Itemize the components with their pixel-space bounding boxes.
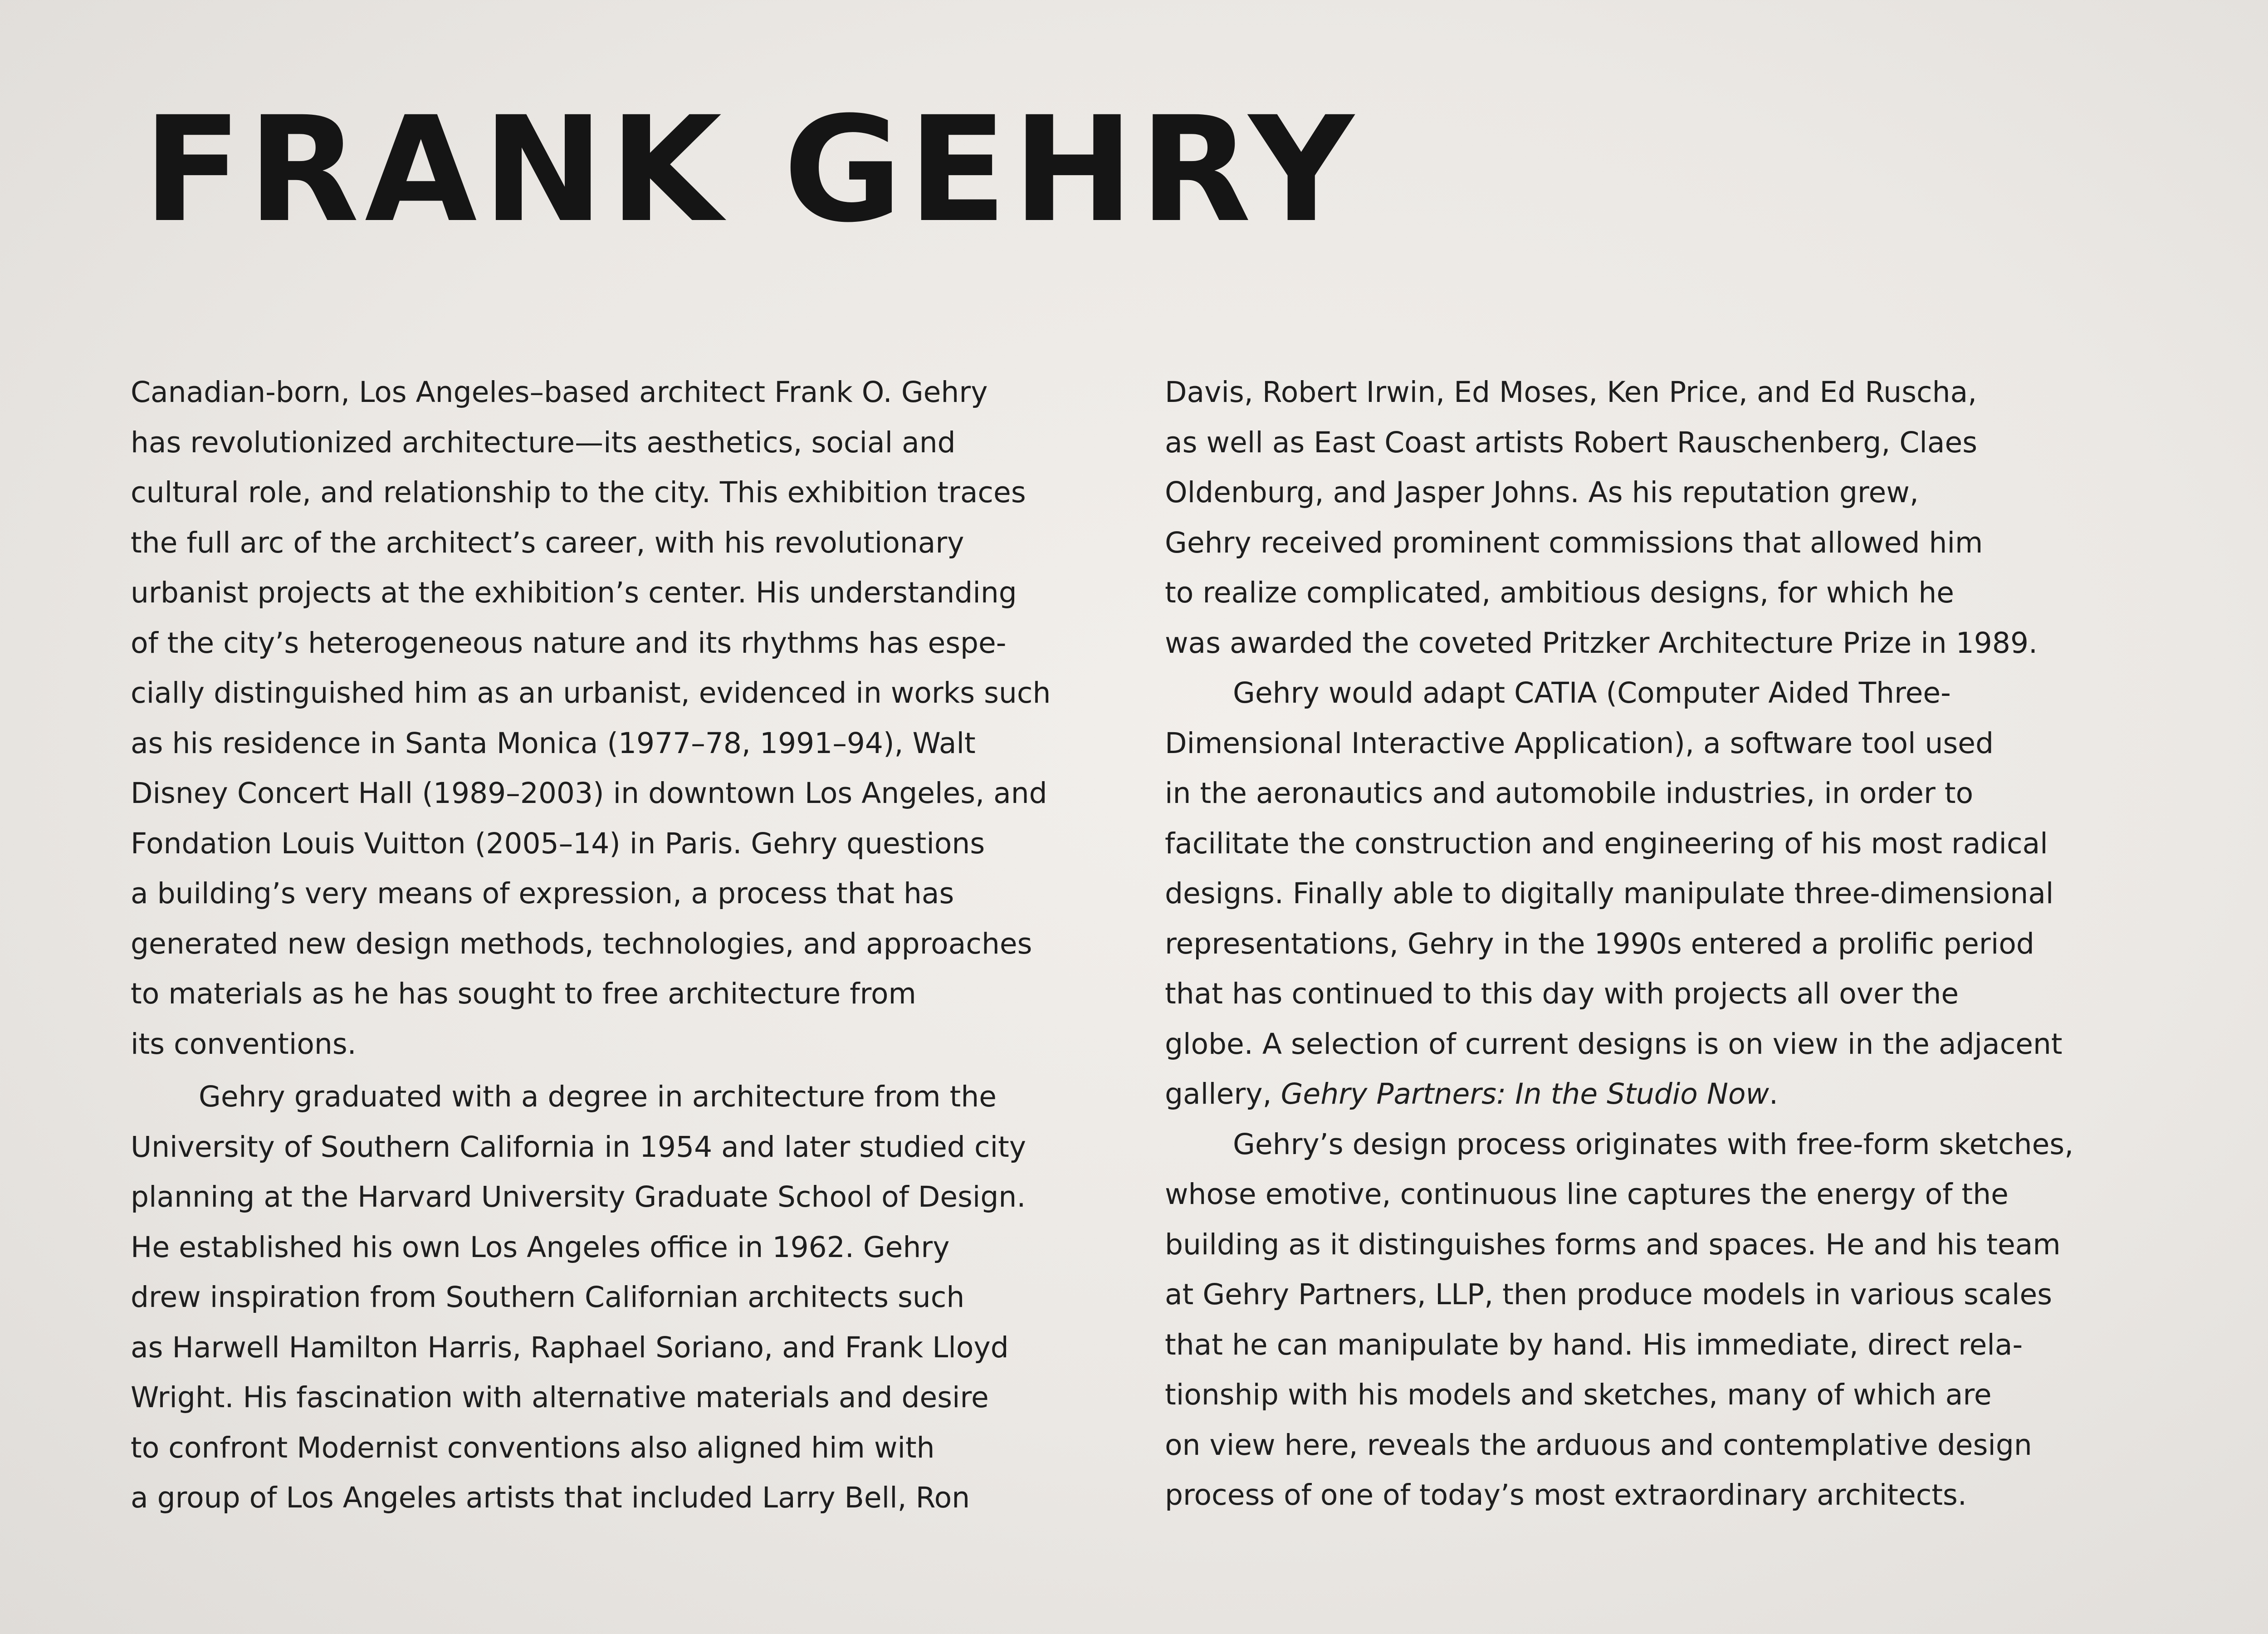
text-line: was awarded the coveted Pritzker Architecture Prize in 1989. (1165, 626, 2038, 660)
text-line-with-italic-title (1165, 1069, 2163, 1120)
text-line: tionship with his models and sketches, many of which are (1165, 1378, 1992, 1411)
text-line: on view here, reveals the arduous and contemplative design (1165, 1428, 2032, 1462)
text-line: drew inspiration from Southern Californian architects such (131, 1281, 965, 1314)
text-line: that he can manipulate by hand. His immediate, direct rela- (1165, 1328, 2023, 1361)
text-line: Oldenburg, and Jasper Johns. As his reputation grew, (1165, 476, 1919, 509)
text-line: whose emotive, continuous line captures the energy of the (1165, 1178, 2009, 1211)
gallery-title-italic: Gehry Partners: In the Studio Now (1281, 1077, 1769, 1111)
text-line: generated new design methods, technologies, and approaches (131, 927, 1032, 960)
text-line: its conventions. (131, 1027, 357, 1061)
text-line: to materials as he has sought to free architecture from (131, 977, 916, 1010)
paragraph-start-line: Gehry graduated with a degree in architecture from the (199, 1080, 997, 1113)
text-line: Disney Concert Hall (1989–2003) in downtown Los Angeles, and (131, 777, 1047, 810)
text-line: Davis, Robert Irwin, Ed Moses, Ken Price, and Ed Ruscha, (1165, 376, 1977, 409)
text-line: of the city’s heterogeneous nature and its rhythms has espe- (131, 626, 1007, 660)
exhibition-title: FRANK GEHRY (143, 86, 1359, 254)
text-line: cially distinguished him as an urbanist, evidenced in works such (131, 676, 1051, 709)
text-line: Fondation Louis Vuitton (2005–14) in Paris. Gehry questions (131, 827, 985, 860)
text-fragment: . (1769, 1077, 1779, 1111)
text-line: University of Southern California in 1954 and later studied city (131, 1130, 1026, 1164)
left-text-column (131, 367, 1129, 1523)
text-line: Gehry received prominent commissions that allowed him (1165, 526, 1983, 559)
text-line: building as it distinguishes forms and spaces. He and his team (1165, 1228, 2061, 1261)
text-line: representations, Gehry in the 1990s entered a prolific period (1165, 927, 2034, 960)
paragraph-start-line: Gehry’s design process originates with free-form sketches, (1233, 1127, 2074, 1161)
text-line: to confront Modernist conventions also aligned him with (131, 1431, 935, 1464)
text-line: Canadian-born, Los Angeles–based architect Frank O. Gehry (131, 376, 988, 409)
text-line: process of one of today’s most extraordinary architects. (1165, 1478, 1967, 1512)
text-line: urbanist projects at the exhibition’s center. His understanding (131, 576, 1017, 609)
text-line: He established his own Los Angeles office in 1962. Gehry (131, 1230, 950, 1264)
text-line: has revolutionized architecture—its aesthetics, social and (131, 426, 956, 459)
text-line: Dimensional Interactive Application), a software tool used (1165, 726, 1994, 760)
text-line: Wright. His fascination with alternative materials and desire (131, 1381, 989, 1414)
text-line: cultural role, and relationship to the city. This exhibition traces (131, 476, 1026, 509)
right-text-column (1165, 367, 2163, 1521)
text-line: as Harwell Hamilton Harris, Raphael Soriano, and Frank Lloyd (131, 1331, 1009, 1364)
text-line: a building’s very means of expression, a process that has (131, 877, 954, 910)
text-line: planning at the Harvard University Graduate School of Design. (131, 1180, 1026, 1213)
text-line: as his residence in Santa Monica (1977–78, 1991–94), Walt (131, 726, 976, 760)
text-line: facilitate the construction and engineering of his most radical (1165, 827, 2048, 860)
text-line: at Gehry Partners, LLP, then produce models in various scales (1165, 1278, 2053, 1311)
text-fragment: gallery, (1165, 1077, 1281, 1111)
paragraph-start-line: Gehry would adapt CATIA (Computer Aided Three- (1233, 676, 1951, 709)
text-line: a group of Los Angeles artists that included Larry Bell, Ron (131, 1481, 970, 1514)
text-line: that has continued to this day with projects all over the (1165, 977, 1959, 1010)
text-line: designs. Finally able to digitally manipulate three-dimensional (1165, 877, 2054, 910)
text-line: to realize complicated, ambitious designs, for which he (1165, 576, 1955, 609)
text-line: as well as East Coast artists Robert Rauschenberg, Claes (1165, 426, 1978, 459)
text-line: the full arc of the architect’s career, with his revolutionary (131, 526, 964, 559)
text-line: globe. A selection of current designs is on view in the adjacent (1165, 1027, 2063, 1061)
text-line: in the aeronautics and automobile industries, in order to (1165, 777, 1974, 810)
